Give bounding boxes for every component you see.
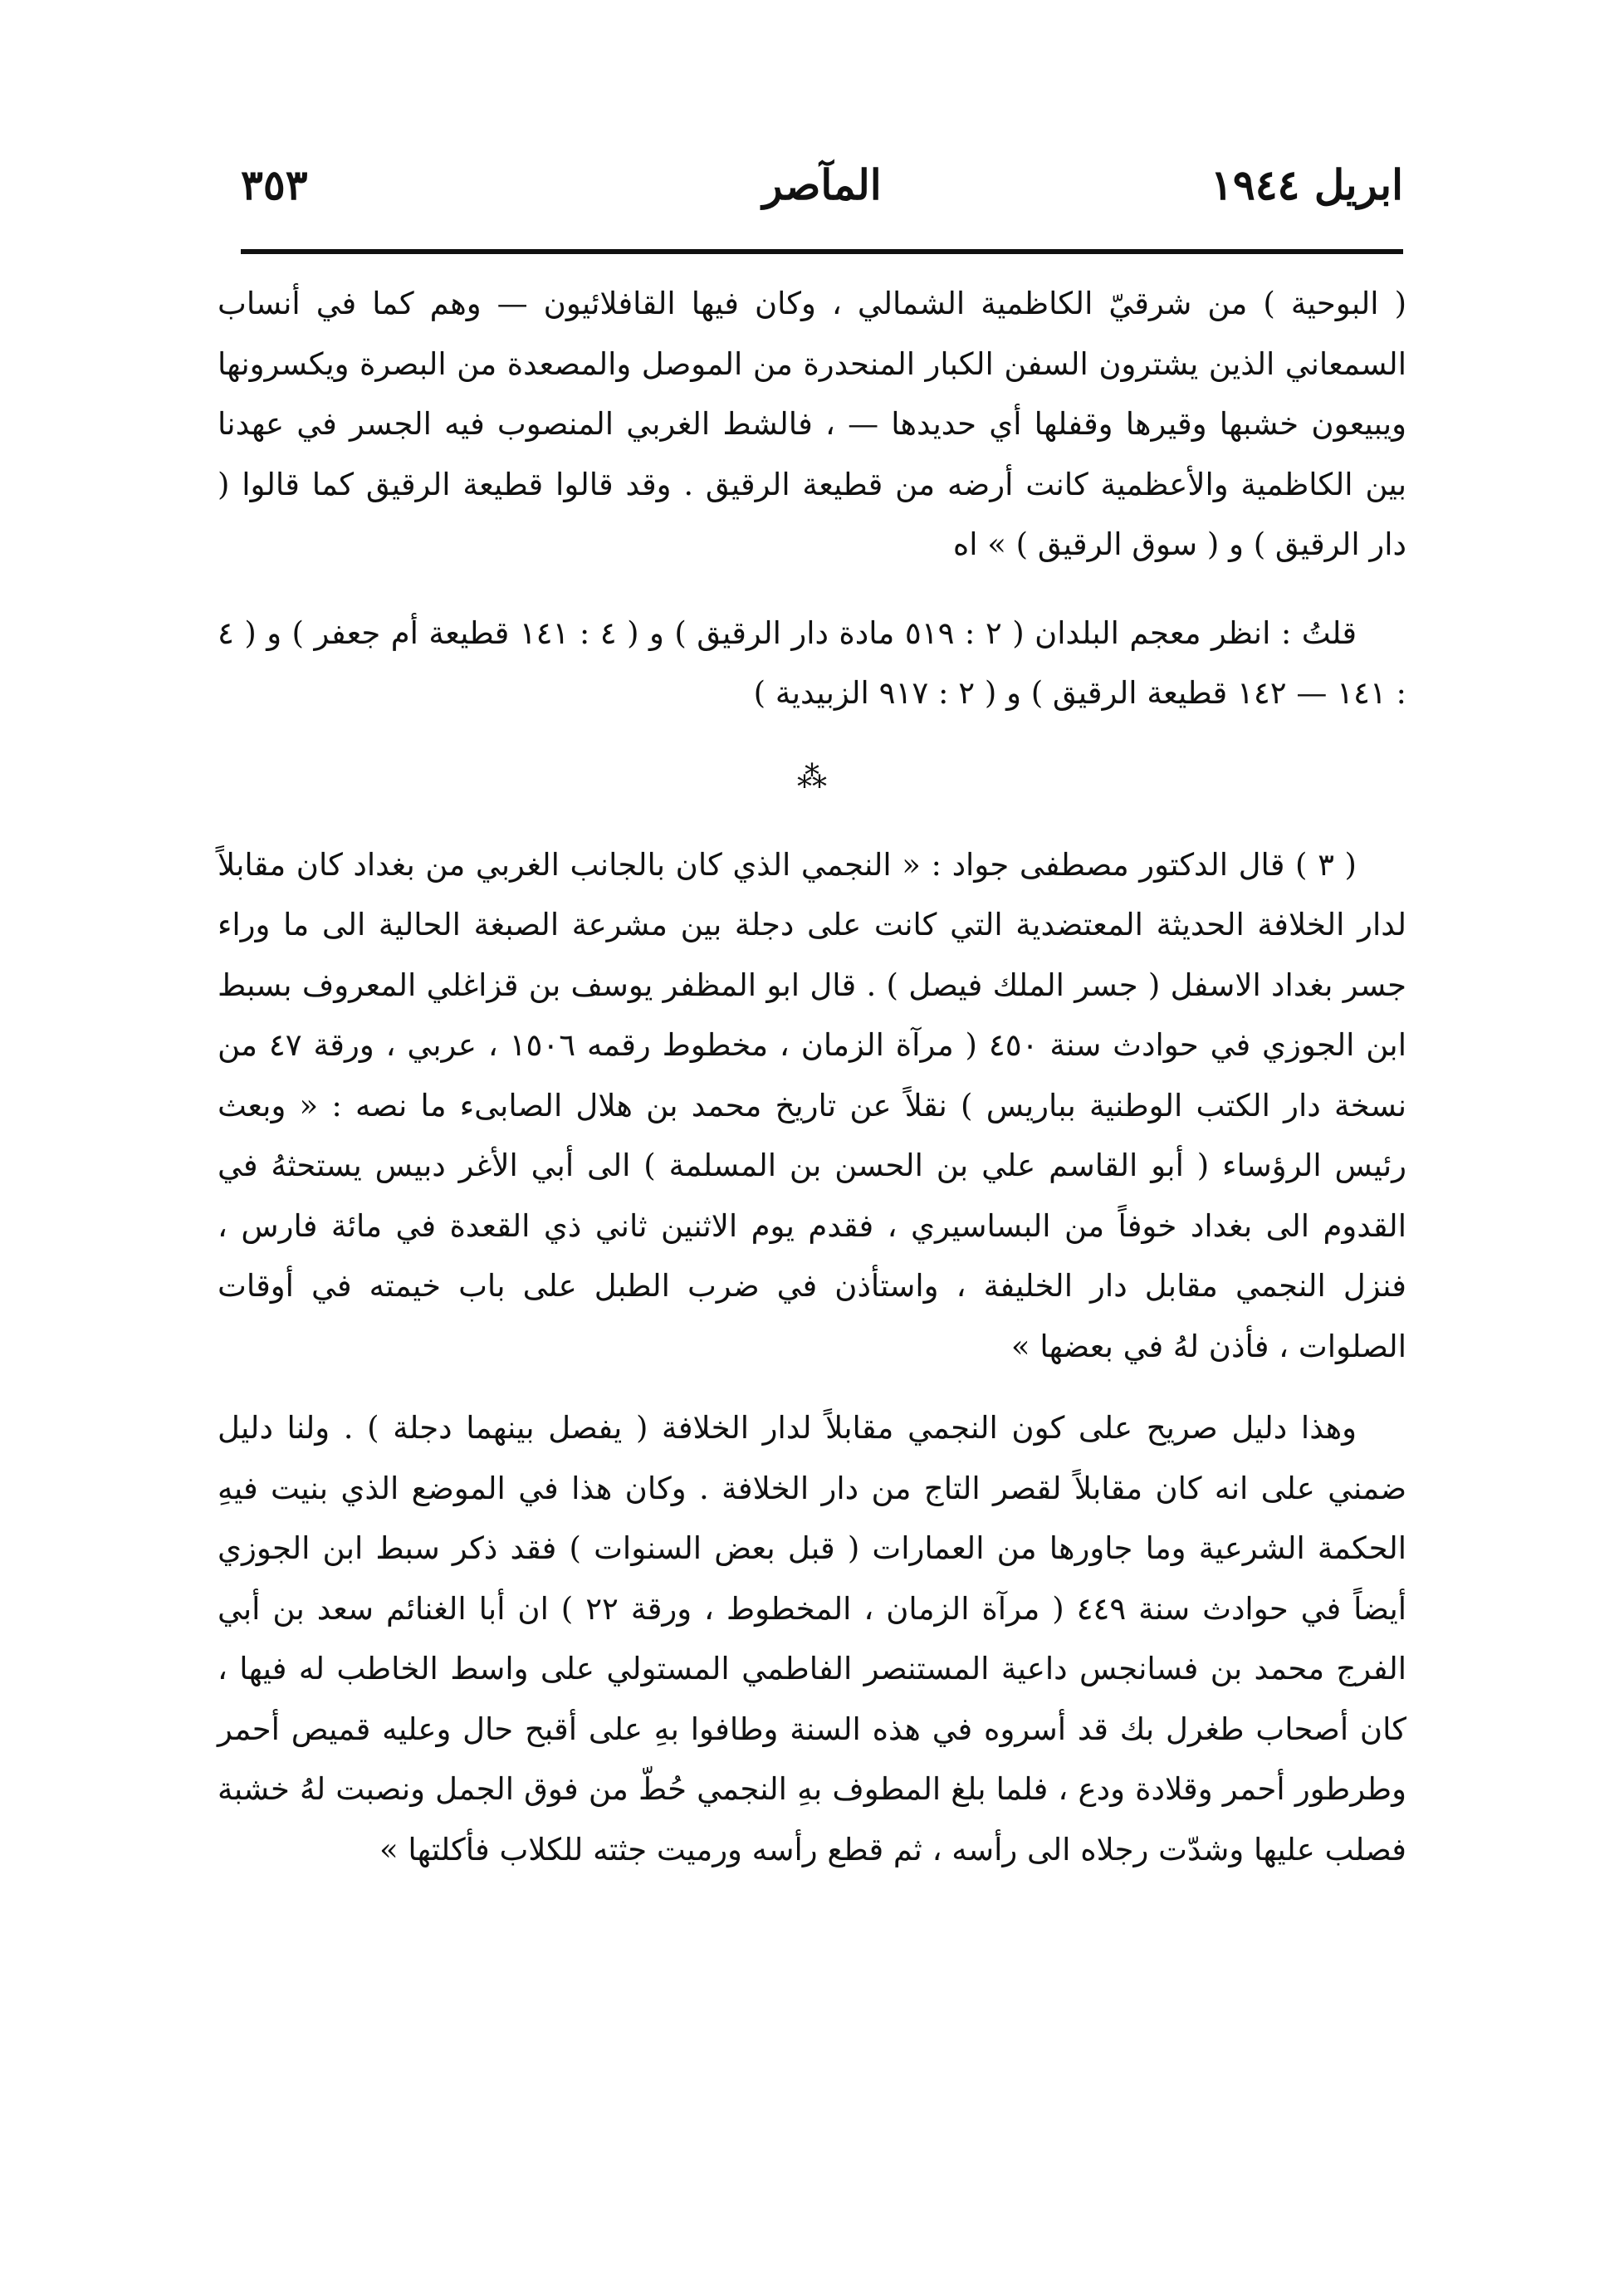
page-number: ٣٥٣ bbox=[241, 160, 308, 209]
paragraph-4: وهذا دليل صريح على كون النجمي مقابلاً لدار الخلافة ( يفصل بينهما دجلة ) . ولنا دليل ضمني على انه كان مقابلاً لقصر التاج من دار الخلافة . وكان هذا في الموضع الذي بنيت فيهِ الحكمة الشرعية وما جاورها من العمارات ( قبل بعض السنوات ) فقد ذكر سبط ابن الجوزي أيضاً في حوادث سنة ٤٤٩ ( مرآة الزمان ، المخطوط ، ورقة ٢٢ ) ان أبا الغنائم سعد بن أبي الفرج محمد بن فسانجس داعية المستنصر الفاطمي المستولي على واسط الخاطب له فيها ، كان أصحاب طغرل بك قد أسروه في هذه السنة وطافوا بهِ على أقبح حال وعليه قميص أحمر وطرطور أحمر وقلادة ودع ، فلما بلغ المطوف بهِ النجمي حُطّ من فوق الجمل ونصبت لهُ خشبة فصلب عليها وشدّت رجلاه الى رأسه ، ثم قطع رأسه ورميت جثته للكلاب فأكلتها » bbox=[218, 1410, 1407, 1868]
section-ornament: ⁂ bbox=[797, 760, 827, 795]
running-header bbox=[241, 154, 1403, 228]
paragraph-2: قلتُ : انظر معجم البلدان ( ٢ : ٥١٩ مادة دار الرقيق ) و ( ٤ : ١٤١ قطيعة أم جعفر ) و ( ٤ : ١٤١ — ١٤٢ قطيعة الرقيق ) و ( ٢ : ٩١٧ الزبيدية ) bbox=[218, 614, 1406, 711]
header-rule bbox=[241, 249, 1403, 254]
page-body bbox=[218, 274, 1406, 1880]
header-title: المآصر bbox=[762, 160, 882, 209]
paragraph-1: ( البوحية ) من شرقيّ الكاظمية الشمالي ، وكان فيها القافلائيون — وهم كما في أنساب السمعاني الذين يشترون السفن الكبار المنحدرة من الموصل والمصعدة من البصرة ويكسرونها ويبيعون خشبها وقيرها وقفلها أي حديدها — ، فالشط الغربي المنصوب فيه الجسر في عهدنا بين الكاظمية والأعظمية كانت أرضه من قطيعة الرقيق . وقد قالوا قطيعة الرقيق كما قالوا ( دار الرقيق ) و ( سوق الرقيق ) » اه bbox=[218, 286, 1406, 562]
header-date: ابريل ١٩٤٤ bbox=[1210, 160, 1403, 209]
paragraph-3: ( ٣ ) قال الدكتور مصطفى جواد : « النجمي الذي كان بالجانب الغربي من بغداد كان مقابلاً لدار الخلافة الحديثة المعتضدية التي كانت على دجلة بين مشرعة الصبغة الحالية الى ما وراء جسر بغداد الاسفل ( جسر الملك فيصل ) . قال ابو المظفر يوسف بن قزاغلي المعروف بسبط ابن الجوزي في حوادث سنة ٤٥٠ ( مرآة الزمان ، مخطوط رقمه ١٥٠٦ ، عربي ، ورقة ٤٧ من نسخة دار الكتب الوطنية بباريس ) نقلاً عن تاريخ محمد بن هلال الصابىء ما نصه : « وبعث رئيس الرؤساء ( أبو القاسم علي بن الحسن بن المسلمة ) الى أبي الأغر دبيس يستحثهُ في القدوم الى بغداد خوفاً من البساسيري ، فقدم يوم الاثنين ثاني ذي القعدة في مائة فارس ، فنزل النجمي مقابل دار الخليفة ، واستأذن في ضرب الطبل على باب خيمته في أوقات الصلوات ، فأذن لهُ في بعضها » bbox=[218, 846, 1406, 1364]
